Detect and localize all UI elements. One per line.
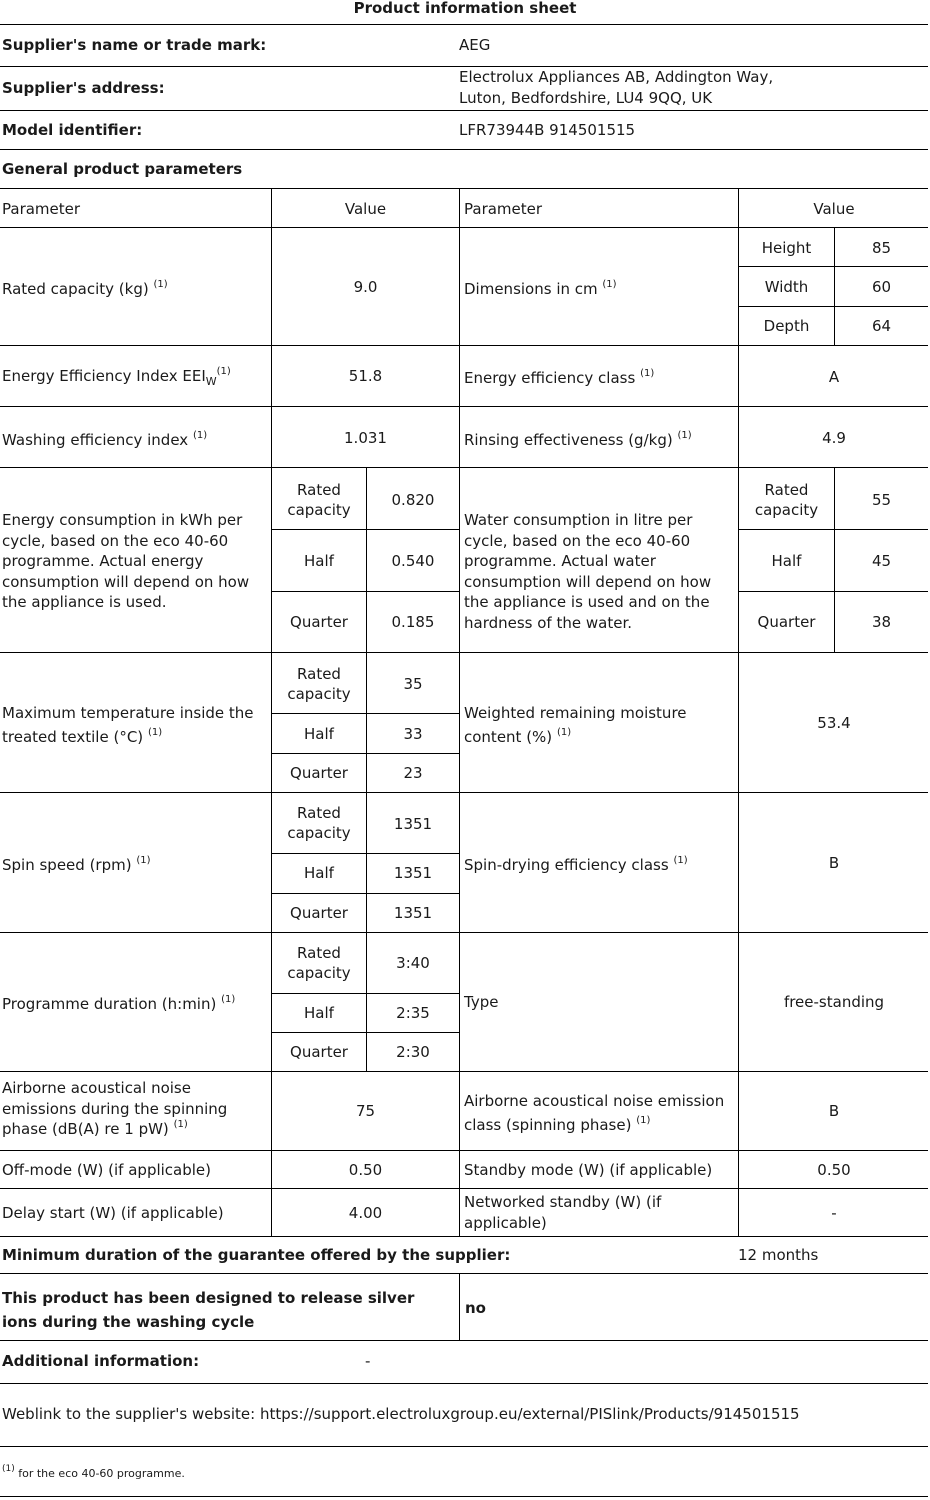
rule: [0, 1383, 928, 1384]
delay-start-value: 4.00: [348, 1204, 383, 1222]
spin-class-label: Spin-drying efficiency class $^{(1)}$: [464, 855, 688, 874]
noise-value: 75: [355, 1102, 376, 1120]
rule: [459, 1273, 460, 1340]
moisture-value: 53.4: [817, 714, 851, 732]
water-rated-value: 55: [871, 491, 892, 509]
rule: [0, 467, 928, 468]
load-quarter-label: Quarter: [290, 764, 348, 782]
header-value: Value: [813, 200, 855, 218]
networked-standby-value: -: [831, 1204, 837, 1222]
model-identifier-label: Model identifier:: [2, 121, 143, 139]
rule: [0, 227, 928, 228]
silver-ions-value: no: [465, 1299, 486, 1317]
load-half-label: Half: [304, 552, 334, 570]
spin-half-value: 1351: [393, 864, 433, 882]
rule: [738, 306, 928, 307]
noise-label: Airborne acoustical noise emissions during the spinning phase (dB(A) re 1 pW) $^{(1)}$: [2, 1079, 228, 1138]
rated-capacity-value: 9.0: [353, 278, 378, 296]
rule: [459, 188, 460, 1236]
header-parameter: Parameter: [2, 200, 81, 218]
rule: [0, 1496, 928, 1497]
rule: [0, 932, 928, 933]
load-half-label: Half: [771, 552, 802, 570]
spin-rated-value: 1351: [393, 815, 433, 833]
load-quarter-label: Quarter: [290, 613, 348, 631]
rule: [738, 266, 928, 267]
standby-value: 0.50: [817, 1161, 851, 1179]
energy-class-value: A: [828, 368, 840, 386]
rule: [0, 1188, 928, 1189]
rule: [738, 529, 928, 530]
spin-quarter-value: 1351: [393, 904, 433, 922]
load-rated-label: Rated capacity: [287, 944, 351, 982]
supplier-weblink[interactable]: Weblink to the supplier's website: https://support.electroluxgroup.eu/external/PISlink/Products/914501515: [2, 1405, 800, 1423]
max-temp-quarter-value: 23: [403, 764, 423, 782]
supplier-name-label: Supplier's name or trade mark:: [2, 36, 267, 54]
rule: [0, 1446, 928, 1447]
rule: [0, 1071, 928, 1072]
duration-quarter-value: 2:30: [396, 1043, 430, 1061]
dimensions-label: Dimensions in cm $^{(1)}$: [464, 279, 617, 298]
load-half-label: Half: [304, 1004, 334, 1022]
water-consumption-label: Water consumption in litre per cycle, based on the eco 40-60 programme. Actual water consumption will depend on how the appliance is used and on the hardness of the water.: [464, 511, 712, 632]
noise-class-value: B: [828, 1102, 840, 1120]
rule: [0, 1340, 928, 1341]
duration-label: Programme duration (h:min) $^{(1)}$: [2, 994, 236, 1013]
load-rated-label: Rated capacity: [287, 665, 351, 703]
rule: [0, 24, 928, 25]
additional-info-label: Additional information:: [2, 1352, 200, 1370]
off-mode-value: 0.50: [348, 1161, 383, 1179]
supplier-address-line2: Luton, Bedfordshire, LU4 9QQ, UK: [459, 89, 713, 107]
footnote: $^{(1)}$ for the eco 40-60 programme.: [2, 1464, 185, 1480]
silver-ions-label: This product has been designed to release silver ions during the washing cycle: [2, 1289, 415, 1331]
rule: [0, 406, 928, 407]
max-temp-label: Maximum temperature inside the treated textile (°C) $^{(1)}$: [2, 704, 254, 746]
page-title: Product information sheet: [353, 0, 577, 17]
rule: [271, 188, 272, 1236]
rule: [0, 110, 928, 111]
spin-class-value: B: [828, 854, 840, 872]
rinsing-label: Rinsing effectiveness (g/kg) $^{(1)}$: [464, 430, 692, 449]
supplier-address-line1: Electrolux Appliances AB, Addington Way,: [459, 68, 774, 86]
rule: [0, 188, 928, 189]
rule: [0, 1236, 928, 1237]
height-label: Height: [761, 239, 812, 257]
energy-class-label: Energy efficiency class $^{(1)}$: [464, 368, 655, 387]
water-half-value: 45: [871, 552, 892, 570]
header-parameter: Parameter: [464, 200, 543, 218]
supplier-name-value: AEG: [459, 36, 491, 54]
off-mode-label: Off-mode (W) (if applicable): [2, 1161, 212, 1179]
width-value: 60: [871, 278, 892, 296]
guarantee-label: Minimum duration of the guarantee offered by the supplier:: [2, 1246, 511, 1264]
depth-value: 64: [871, 317, 892, 335]
rinsing-value: 4.9: [822, 429, 846, 447]
max-temp-rated-value: 35: [403, 675, 423, 693]
load-half-label: Half: [304, 725, 334, 743]
supplier-address-label: Supplier's address:: [2, 79, 165, 97]
water-quarter-value: 38: [871, 613, 892, 631]
model-identifier-value: LFR73944B 914501515: [459, 121, 636, 139]
load-rated-label: Rated capacity: [754, 481, 819, 519]
washing-index-value: 1.031: [344, 429, 387, 447]
rule: [0, 652, 928, 653]
guarantee-value: 12 months: [738, 1246, 819, 1264]
rule: [0, 345, 928, 346]
delay-start-label: Delay start (W) (if applicable): [2, 1204, 224, 1222]
rule: [0, 1273, 928, 1274]
rule: [0, 1150, 928, 1151]
rule: [738, 188, 739, 1236]
max-temp-half-value: 33: [403, 725, 423, 743]
standby-label: Standby mode (W) (if applicable): [464, 1161, 713, 1179]
load-rated-label: Rated capacity: [287, 804, 351, 842]
width-label: Width: [764, 278, 809, 296]
load-rated-label: Rated capacity: [287, 481, 351, 519]
washing-index-label: Washing efficiency index $^{(1)}$: [2, 430, 208, 449]
energy-quarter-value: 0.185: [391, 613, 435, 631]
duration-half-value: 2:35: [396, 1004, 430, 1022]
rule: [0, 149, 928, 150]
eei-label: Energy Efficiency Index $EEI_W^{(1)}$: [2, 366, 231, 388]
noise-class-label: Airborne acoustical noise emission class (spinning phase) $^{(1)}$: [464, 1092, 725, 1134]
energy-rated-value: 0.820: [391, 491, 435, 509]
spin-speed-label: Spin speed (rpm) $^{(1)}$: [2, 855, 151, 874]
rated-capacity-label: Rated capacity (kg) $^{(1)}$: [2, 279, 168, 298]
moisture-label: Weighted remaining moisture content (%) $^{(1)}$: [464, 704, 687, 746]
additional-info-value: -: [365, 1352, 371, 1370]
eei-value: 51.8: [348, 367, 383, 385]
energy-half-value: 0.540: [391, 552, 435, 570]
depth-label: Depth: [763, 317, 810, 335]
networked-standby-label: Networked standby (W) (if applicable): [464, 1193, 662, 1232]
type-value: free-standing: [783, 993, 885, 1011]
load-quarter-label: Quarter: [290, 1043, 348, 1061]
header-value: Value: [344, 200, 387, 218]
duration-rated-value: 3:40: [396, 954, 430, 972]
energy-consumption-label: Energy consumption in kWh per cycle, based on the eco 40-60 programme. Actual energy consumption will depend on how the appliance is used.: [2, 511, 250, 611]
rule: [0, 792, 928, 793]
height-value: 85: [871, 239, 892, 257]
load-quarter-label: Quarter: [757, 613, 816, 631]
load-half-label: Half: [304, 864, 334, 882]
general-parameters-heading: General product parameters: [2, 160, 243, 178]
load-quarter-label: Quarter: [290, 904, 348, 922]
rule: [738, 591, 928, 592]
type-label: Type: [464, 993, 499, 1011]
